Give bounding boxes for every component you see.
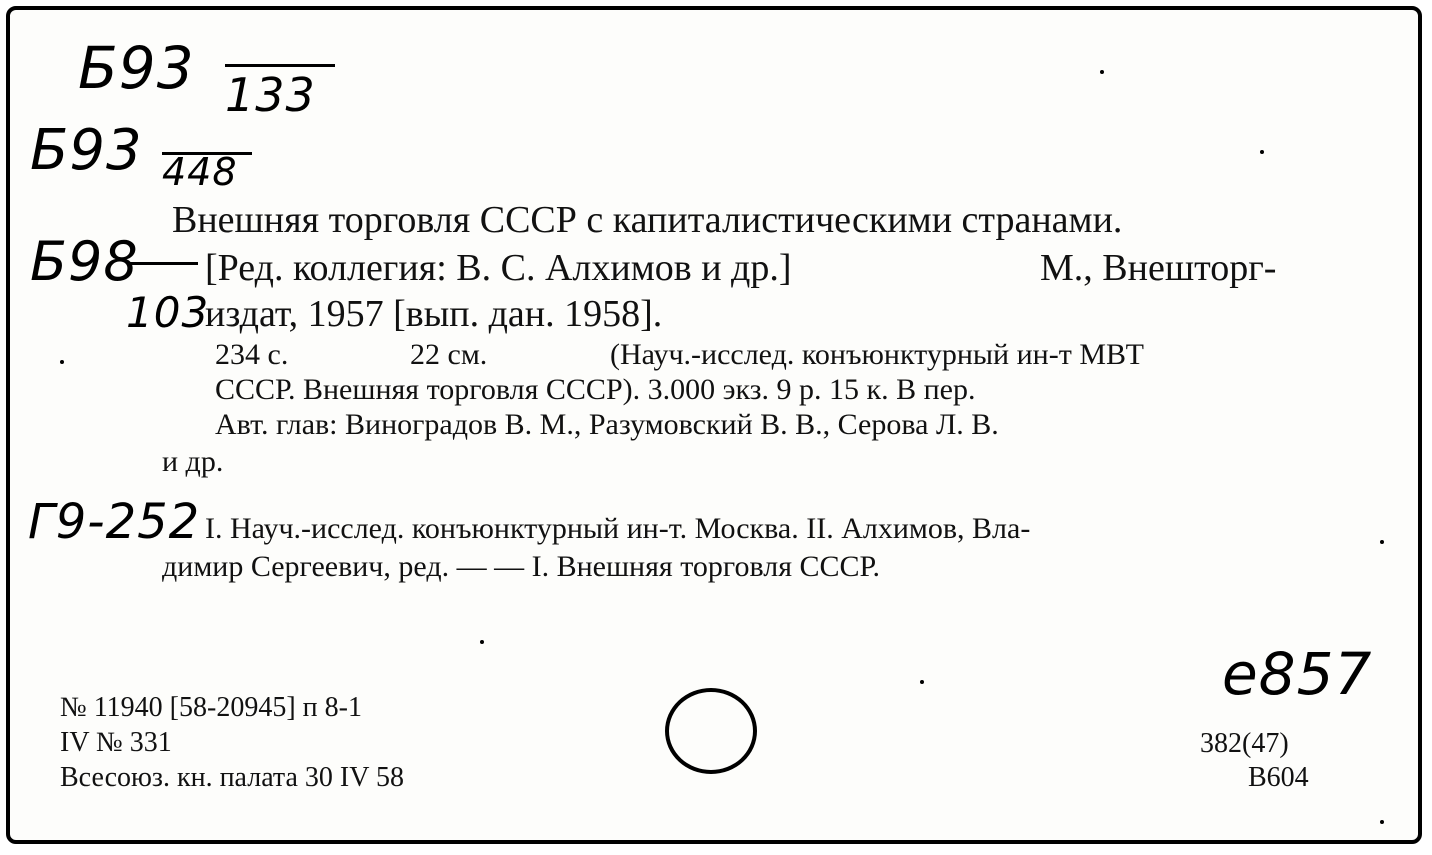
entry-size: 22 см.: [410, 338, 488, 371]
shelf-mark-1-number: 133: [225, 68, 316, 122]
speck: [1380, 540, 1384, 544]
tracings-line-2: димир Сергеевич, ред. — — I. Внешняя торговля СССР.: [162, 550, 880, 583]
footer-cutter-code: В604: [1248, 762, 1309, 793]
speck: [1100, 70, 1104, 74]
speck: [480, 640, 484, 644]
entry-publisher-start: М., Внешторг-: [1040, 247, 1277, 289]
speck: [1380, 820, 1384, 824]
shelf-mark-3-bar: [130, 262, 198, 265]
punch-hole: [665, 688, 757, 774]
entry-series-cont: СССР. Внешняя торговля СССР). 3.000 экз. 9 р. 15 к. В пер.: [215, 373, 976, 406]
shelf-mark-2-number: 448: [162, 150, 238, 194]
entry-authors: Авт. глав: Виноградов В. М., Разумовский В. В., Серова Л. В.: [215, 408, 999, 441]
tracings-line-1: I. Науч.-исслед. конъюнктурный ин-т. Москва. II. Алхимов, Вла-: [205, 512, 1031, 545]
entry-title-line: Внешняя торговля СССР с капиталистическими странами.: [172, 199, 1123, 241]
shelf-mark-1-bar: [225, 64, 335, 67]
entry-publisher-year: издат, 1957 [вып. дан. 1958].: [205, 293, 663, 335]
speck: [60, 360, 64, 364]
shelf-mark-3-prefix: Б98: [30, 230, 139, 293]
shelf-mark-3-number: 103: [126, 288, 210, 337]
handwritten-mark: e857: [1222, 640, 1373, 708]
footer-chamber: Всесоюз. кн. палата 30 IV 58: [60, 762, 404, 793]
shelf-mark-1: [78, 34, 195, 102]
speck: [920, 680, 924, 684]
shelf-mark-2-prefix: Б93: [30, 118, 143, 183]
shelf-mark-1-prefix: Б93: [78, 34, 195, 102]
classification-code: Г9-252: [28, 494, 201, 550]
entry-authors-end: и др.: [162, 445, 224, 478]
footer-record-number: № 11940 [58-20945] п 8-1: [60, 692, 362, 723]
shelf-mark-2: [30, 118, 143, 183]
footer-volume-number: IV № 331: [60, 727, 172, 758]
entry-pages: 234 с.: [215, 338, 289, 371]
shelf-mark-3: [30, 230, 139, 293]
entry-series: (Науч.-исслед. конъюнктурный ин-т МВТ: [610, 338, 1144, 371]
speck: [1260, 150, 1264, 154]
footer-udc-code: 382(47): [1200, 728, 1289, 759]
entry-editors: [Ред. коллегия: В. С. Алхимов и др.]: [205, 247, 792, 289]
